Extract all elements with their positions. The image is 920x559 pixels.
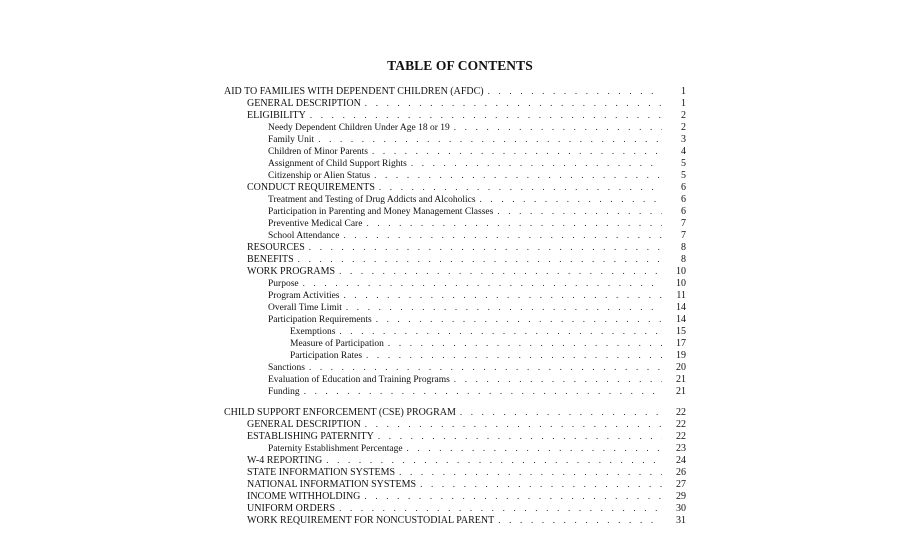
toc-entry-label: WORK REQUIREMENT FOR NONCUSTODIAL PARENT	[247, 515, 495, 526]
toc-entry	[224, 301, 686, 313]
toc-entry-label: Funding	[268, 387, 300, 397]
toc-entry-label: INCOME WITHHOLDING	[247, 491, 361, 502]
toc-dot-leader	[364, 490, 662, 502]
toc-page-number: 4	[681, 146, 686, 157]
toc-dot-leader	[376, 313, 662, 325]
toc-page-number: 21	[676, 386, 686, 397]
toc-entry	[224, 85, 686, 97]
toc-entry-label: GENERAL DESCRIPTION	[247, 98, 361, 109]
toc-page-number: 29	[676, 491, 686, 502]
toc-page-number: 3	[681, 134, 686, 145]
toc-page-number: 21	[676, 374, 686, 385]
toc-page-number: 1	[681, 98, 686, 109]
toc-page-number: 7	[681, 230, 686, 241]
toc-entry	[224, 289, 686, 301]
toc-entry	[224, 205, 686, 217]
toc-entry-label: ESTABLISHING PATERNITY	[247, 431, 374, 442]
toc-dot-leader	[420, 478, 662, 490]
toc-page-number: 7	[681, 218, 686, 229]
toc-entry-label: WORK PROGRAMS	[247, 266, 336, 277]
toc-page-number: 14	[676, 314, 686, 325]
toc-page-number: 8	[681, 254, 686, 265]
toc-dot-leader	[454, 121, 662, 133]
toc-entry	[224, 361, 686, 373]
toc-entry-label: UNIFORM ORDERS	[247, 503, 336, 514]
toc-page-number: 30	[676, 503, 686, 514]
toc-entry	[224, 145, 686, 157]
toc-entry-label: Purpose	[268, 279, 299, 289]
toc-dot-leader	[488, 85, 662, 97]
toc-entry	[224, 502, 686, 514]
toc-dot-leader	[480, 193, 662, 205]
toc-page-number: 20	[676, 362, 686, 373]
toc-entry	[224, 430, 686, 442]
toc-entry	[224, 514, 686, 526]
toc-dot-leader	[344, 229, 663, 241]
toc-page-number: 24	[676, 455, 686, 466]
toc-entry	[224, 229, 686, 241]
toc-dot-leader	[497, 205, 662, 217]
toc-entry-label: Participation Rates	[290, 351, 363, 361]
toc-page-number: 22	[676, 419, 686, 430]
toc-dot-leader	[318, 133, 662, 145]
toc-dot-leader	[454, 373, 662, 385]
toc-dot-leader	[498, 514, 662, 526]
toc-page-number: 15	[676, 326, 686, 337]
toc-title: TABLE OF CONTENTS	[387, 58, 533, 73]
toc-dot-leader	[399, 466, 662, 478]
toc-entry-label: NATIONAL INFORMATION SYSTEMS	[247, 479, 417, 490]
toc-entry	[224, 373, 686, 385]
toc-entry-label: Overall Time Limit	[268, 303, 342, 313]
toc-entry	[224, 217, 686, 229]
toc-page-number: 6	[681, 182, 686, 193]
toc-entry	[224, 265, 686, 277]
toc-dot-leader	[346, 301, 662, 313]
toc-entry	[224, 337, 686, 349]
toc-dot-leader	[309, 361, 662, 373]
toc-page-number: 22	[676, 431, 686, 442]
toc-dot-leader	[388, 337, 662, 349]
toc-entry-label: Preventive Medical Care	[268, 219, 363, 229]
toc-entry-label: Evaluation of Education and Training Programs	[268, 375, 450, 385]
toc-page-number: 17	[676, 338, 686, 349]
toc-dot-leader	[303, 277, 662, 289]
toc-entry	[224, 97, 686, 109]
toc-dot-leader	[309, 241, 662, 253]
toc-entry-label: Children of Minor Parents	[268, 147, 369, 157]
toc-entry-label: CHILD SUPPORT ENFORCEMENT (CSE) PROGRAM	[224, 407, 456, 418]
toc-dot-leader	[298, 253, 662, 265]
toc-entry	[224, 133, 686, 145]
toc-dot-leader	[366, 349, 662, 361]
toc-page-number: 26	[676, 467, 686, 478]
toc-entry-label: W-4 REPORTING	[247, 455, 323, 466]
toc-entry-label: Family Unit	[268, 135, 315, 145]
toc-entry	[224, 193, 686, 205]
toc-page-number: 14	[676, 302, 686, 313]
toc-dot-leader	[372, 145, 662, 157]
toc-entry-label: Treatment and Testing of Drug Addicts and Alcoholics	[268, 195, 476, 205]
toc-dot-leader	[310, 109, 662, 121]
toc-entry	[224, 442, 686, 454]
toc-page-number: 5	[681, 170, 686, 181]
toc-page-number: 31	[676, 515, 686, 526]
toc-entry-label: Citizenship or Alien Status	[268, 171, 371, 181]
toc-entry	[224, 157, 686, 169]
toc-entry-label: GENERAL DESCRIPTION	[247, 419, 361, 430]
toc-page-number: 27	[676, 479, 686, 490]
toc-entry	[224, 385, 686, 397]
toc-entry	[224, 121, 686, 133]
toc-entry-label: AID TO FAMILIES WITH DEPENDENT CHILDREN (AFDC)	[224, 86, 484, 97]
toc-page-number: 23	[676, 443, 686, 454]
toc-entry-label: CONDUCT REQUIREMENTS	[247, 182, 375, 193]
toc-entry-label: Sanctions	[268, 363, 305, 373]
toc-dot-leader	[339, 265, 662, 277]
toc-page-number: 11	[676, 290, 686, 301]
toc-page-number: 2	[681, 122, 686, 133]
toc-entry	[224, 181, 686, 193]
toc-dot-leader	[460, 406, 662, 418]
toc-dot-leader	[365, 97, 662, 109]
toc-dot-leader	[344, 289, 662, 301]
toc-dot-leader	[339, 502, 662, 514]
toc-dot-leader	[304, 385, 662, 397]
toc-entry	[224, 325, 686, 337]
toc-dot-leader	[374, 169, 662, 181]
toc-entry	[224, 277, 686, 289]
toc-page-number: 10	[676, 266, 686, 277]
toc-entry-label: Program Activities	[268, 291, 340, 301]
toc-page-number: 1	[681, 86, 686, 97]
toc-dot-leader	[366, 217, 662, 229]
toc-entry	[224, 406, 686, 418]
toc-page-number: 2	[681, 110, 686, 121]
toc-entry	[224, 169, 686, 181]
toc-entry-label: RESOURCES	[247, 242, 305, 253]
toc-page-number: 6	[681, 194, 686, 205]
toc-entry	[224, 418, 686, 430]
toc-entry	[224, 490, 686, 502]
toc-page-number: 5	[681, 158, 686, 169]
toc-entry-label: ELIGIBILITY	[247, 110, 306, 121]
toc-entry	[224, 313, 686, 325]
toc-page-number: 19	[676, 350, 686, 361]
toc-entry-label: Assignment of Child Support Rights	[268, 159, 407, 169]
toc-entry-label: Participation Requirements	[268, 315, 372, 325]
toc-entry-label: School Attendance	[268, 231, 340, 241]
toc-entry	[224, 241, 686, 253]
toc-entry-label: Paternity Establishment Percentage	[268, 444, 403, 454]
toc-entry	[224, 109, 686, 121]
toc-page-number: 6	[681, 206, 686, 217]
toc-dot-leader	[407, 442, 662, 454]
toc-entry-label: Exemptions	[290, 327, 336, 337]
toc-dot-leader	[379, 181, 662, 193]
toc-entry	[224, 466, 686, 478]
toc-entry-label: Needy Dependent Children Under Age 18 or 19	[268, 123, 450, 133]
toc-dot-leader	[378, 430, 662, 442]
toc-page-number: 10	[676, 278, 686, 289]
toc-entry-label: Participation in Parenting and Money Management Classes	[268, 207, 494, 217]
toc-dot-leader	[326, 454, 662, 466]
toc-dot-leader	[411, 157, 662, 169]
toc-entry-label: STATE INFORMATION SYSTEMS	[247, 467, 396, 478]
toc-entry	[224, 454, 686, 466]
toc-entry-label: Measure of Participation	[290, 339, 384, 349]
toc-page-number: 22	[676, 407, 686, 418]
toc-dot-leader	[365, 418, 662, 430]
toc-dot-leader	[339, 325, 662, 337]
toc-list	[224, 85, 686, 526]
toc-entry	[224, 349, 686, 361]
toc-entry	[224, 253, 686, 265]
toc-page-number: 8	[681, 242, 686, 253]
toc-entry-label: BENEFITS	[247, 254, 294, 265]
toc-entry	[224, 478, 686, 490]
